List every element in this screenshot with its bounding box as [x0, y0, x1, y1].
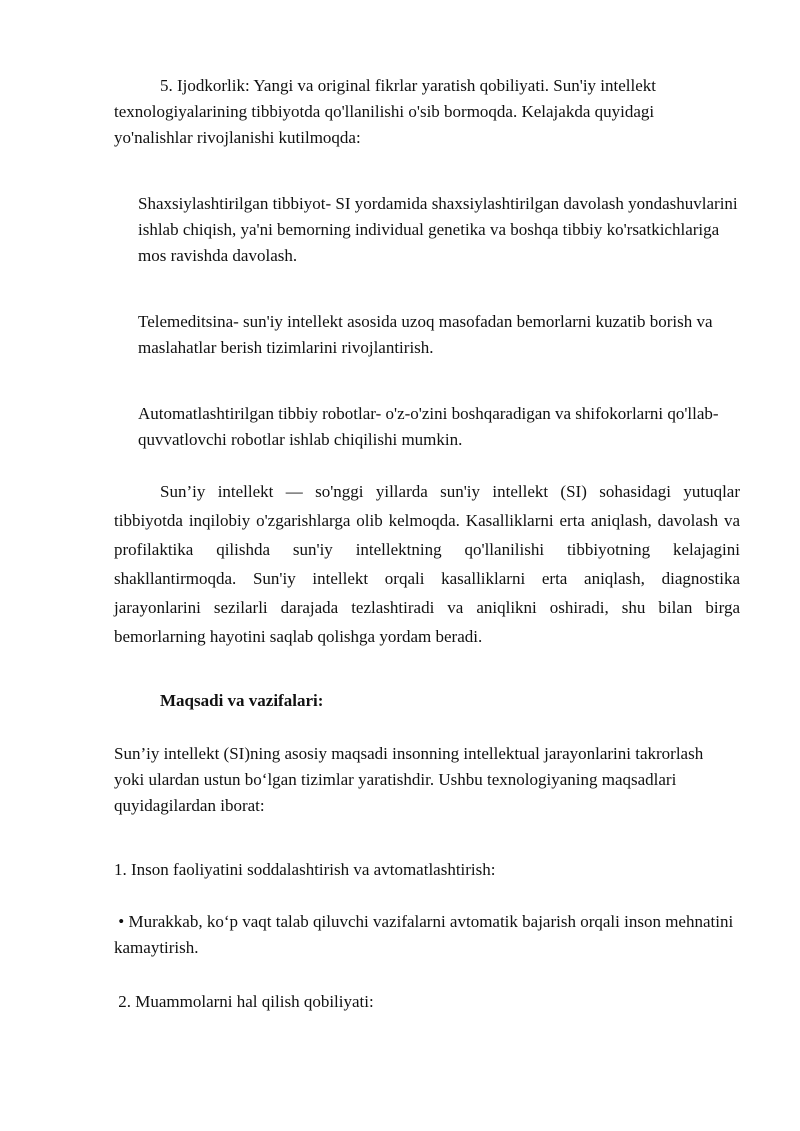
paragraph-ai-medicine: Sun’iy intellekt — so'nggi yillarda sun'iy intellekt (SI) sohasidagi yutuqlar tibbiyotda inqilobiy o'zgarishlarga olib kelmoqda. Kasalliklarni erta aniqlash, davolash va profilaktika qilishda sun'iy intellektning qo'llanilishi tibbiyotning kelajagini shakllantirmoqda. Sun'iy intellekt orqali kasalliklarni erta aniqlash, diagnostika jarayonlarini sezilarli darajada tezlashtiradi va aniqlikni oshiradi, shu bilan birga bemorlarning hayotini saqlab qolishga yordam beradi. — [114, 482, 740, 646]
numbered-item-2: 2. Muammolarni hal qilish qobiliyati: — [114, 992, 374, 1011]
bullet-item: • Murakkab, ko‘p vaqt talab qiluvchi vazifalarni avtomatik bajarish orqali inson mehnatini kamaytirish. — [114, 912, 738, 957]
numbered-item-1: 1. Inson faoliyatini soddalashtirish va avtomatlashtirish: — [114, 860, 496, 879]
paragraph-creativity: 5. Ijodkorlik: Yangi va original fikrlar yaratish qobiliyati. Sun'iy intellekt texnologiyalarining tibbiyotda qo'llanilishi o'sib bormoqda. Kelajakda quyidagi yo'nalishlar rivojlanishi kutilmoqda: — [114, 76, 656, 147]
list-item-medical-robots: Automatlashtirilgan tibbiy robotlar- o'z-o'zini boshqaradigan va shifokorlarni qo'llab-quvvatlovchi robotlar ishlab chiqilishi mumkin. — [138, 404, 719, 449]
section-heading: Maqsadi va vazifalari: — [160, 691, 324, 710]
list-item-personalized-medicine: Shaxsiylashtirilgan tibbiyot- SI yordamida shaxsiylashtirilgan davolash yondashuvlarini ishlab chiqish, ya'ni bemorning individual genetika va boshqa tibbiy ko'rsatkichlariga mos ravishda davolash. — [138, 194, 738, 265]
list-item-telemedicine: Telemeditsina- sun'iy intellekt asosida uzoq masofadan bemorlarni kuzatib borish va maslahatlar berish tizimlarini rivojlantirish. — [138, 312, 713, 357]
paragraph-goals: Sun’iy intellekt (SI)ning asosiy maqsadi insonning intellektual jarayonlarini takrorlash yoki ulardan ustun bo‘lgan tizimlar yaratishdir. Ushbu texnologiyaning maqsadlari quyidagilardan iborat: — [114, 744, 704, 815]
